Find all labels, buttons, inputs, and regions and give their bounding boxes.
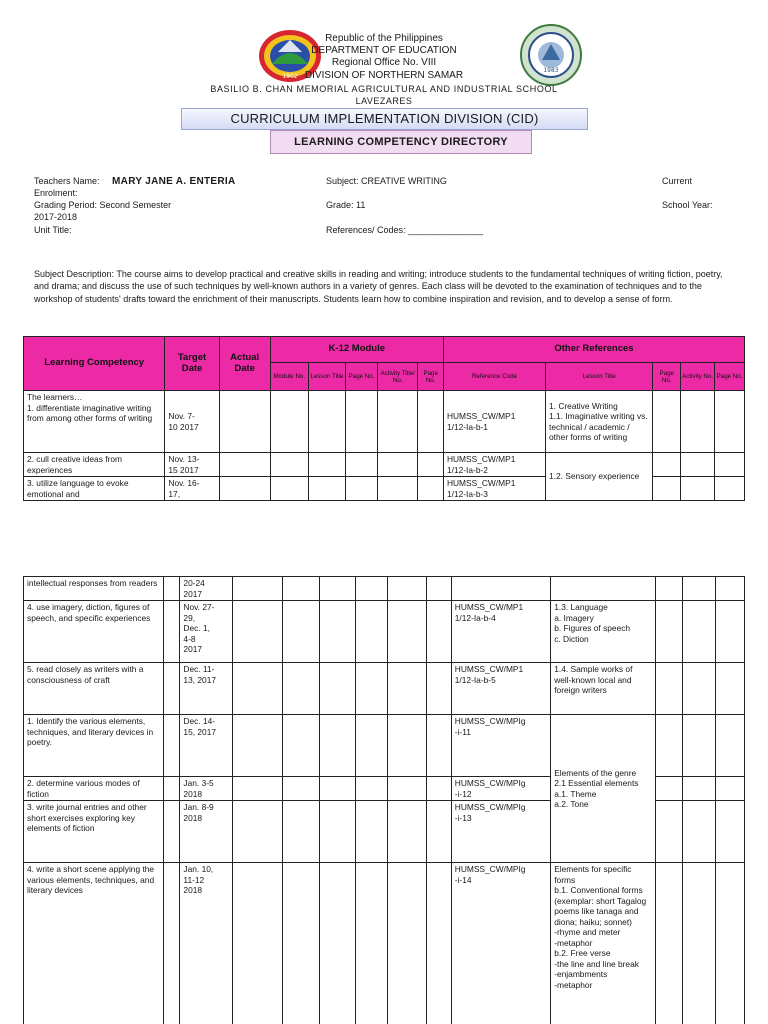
lesson-title-cell: 1.3. Language a. Imagery b. Figures of speech c. Diction: [551, 601, 656, 663]
header-lesson-title-2: Lesson Title: [546, 363, 653, 391]
lesson-title-cell: 1. Creative Writing 1.1. Imaginative writing vs. technical / academic / other forms of writing: [546, 391, 653, 453]
svg-text:1902: 1902: [282, 73, 298, 80]
competency-table-page2: [23, 576, 745, 1024]
directory-title: LEARNING COMPETENCY DIRECTORY: [270, 130, 532, 154]
target-date-cell: Jan. 10, 11-12 2018: [180, 863, 233, 1024]
table-row: [24, 577, 745, 601]
header-target-date: Target Date: [165, 337, 219, 391]
header-division: DIVISION OF NORTHERN SAMAR: [304, 70, 464, 81]
header-lesson-title: Lesson Title: [308, 363, 345, 391]
header-page-no-3: Page No.: [653, 363, 681, 391]
competency-cell: 1. Identify the various elements, techniques, and literary devices in poetry.: [24, 715, 164, 777]
table-row: [24, 601, 745, 663]
reference-code-cell: HUMSS_CW/MP1 1/12-Ia-b-3: [443, 477, 545, 501]
header-page-no-2: Page No.: [418, 363, 444, 391]
header-module-no: Module No.: [270, 363, 308, 391]
header-actual-date: Actual Date: [219, 337, 270, 391]
table-row: [24, 453, 745, 477]
header-school: BASILIO B. CHAN MEMORIAL AGRICULTURAL AND INDUSTRIAL SCHOOL: [210, 84, 558, 94]
header-row-1: [24, 337, 745, 363]
header-activity-no: Activity No.: [681, 363, 715, 391]
reference-code-cell: HUMSS_CW/MPIg -i-14: [451, 863, 550, 1024]
header-republic: Republic of the Philippines: [325, 33, 443, 44]
target-date-cell: Nov. 7- 10 2017: [165, 391, 219, 453]
competency-cell: 3. utilize language to evoke emotional and: [24, 477, 165, 501]
competency-cell: 4. use imagery, diction, figures of speech, and specific experiences: [24, 601, 164, 663]
competency-cell: 2. determine various modes of fiction: [24, 777, 164, 801]
competency-cell: The learners… 1. differentiate imaginative writing from among other forms of writing: [24, 391, 165, 453]
reference-code-cell: HUMSS_CW/MP1 1/12-Ia-b-1: [443, 391, 545, 453]
header-reference-code: Reference Code: [443, 363, 545, 391]
teacher-label: Teachers Name:: [34, 176, 100, 186]
reference-code-cell: HUMSS_CW/MP1 1/12-Ia-b-4: [451, 601, 550, 663]
competency-table-page1: [23, 336, 745, 501]
teacher-line: [34, 176, 235, 187]
references-codes: References/ Codes: _______________: [326, 225, 484, 235]
target-date-cell: Jan. 3-5 2018: [180, 777, 233, 801]
lesson-title-cell: 1.2. Sensory experience: [546, 453, 653, 501]
table-row: [24, 663, 745, 715]
reference-code-cell: HUMSS_CW/MP1 1/12-Ia-b-5: [451, 663, 550, 715]
target-date-cell: Dec. 14- 15, 2017: [180, 715, 233, 777]
lesson-title-cell: 1.4. Sample works of well-known local and foreign writers: [551, 663, 656, 715]
competency-cell: 3. write journal entries and other short exercises exploring key elements of fiction: [24, 801, 164, 863]
header-other-references: Other References: [443, 337, 744, 363]
lesson-title-cell-merged: Elements of the genre 2.1 Essential elements a.1. Theme a.2. Tone: [551, 715, 656, 863]
target-date-cell: Nov. 16- 17,: [165, 477, 219, 501]
target-date-cell: Nov. 27- 29, Dec. 1, 4-8 2017: [180, 601, 233, 663]
header-town: LAVEZARES: [355, 96, 413, 106]
reference-code-cell: [451, 577, 550, 601]
svg-text:1983: 1983: [543, 67, 559, 74]
table-row: [24, 715, 745, 777]
header-k12-module: K-12 Module: [270, 337, 443, 363]
competency-cell: intellectual responses from readers: [24, 577, 164, 601]
lesson-title-cell: Elements for specific forms b.1. Conventional forms (exemplar: short Tagalog poems like tanaga and diona; haiku; sonnet) -rhyme and meter -metaphor b.2. Free verse -the line and line break -enjambments -metaphor: [551, 863, 656, 1024]
division-title: CURRICULUM IMPLEMENTATION DIVISION (CID): [181, 108, 588, 130]
school-year-label: School Year:: [662, 200, 713, 210]
header-competency: Learning Competency: [24, 337, 165, 391]
header-department: DEPARTMENT OF EDUCATION: [311, 45, 457, 56]
reference-code-cell: HUMSS_CW/MPIg -i-13: [451, 801, 550, 863]
subject: Subject: CREATIVE WRITING: [326, 176, 447, 186]
teacher-name: MARY JANE A. ENTERIA: [112, 176, 236, 187]
grade: Grade: 11: [326, 200, 366, 210]
competency-cell: 2. cull creative ideas from experiences: [24, 453, 165, 477]
subject-description: Subject Description: The course aims to develop practical and creative skills in reading and writing; introduce students to the fundamental techniques of writing fiction, poetry, and drama; and discuss the use of such techniques by well-known authors in a variety of genres. Each class will be devoted to the examination of techniques and to the workshop of students' drafts toward the enrichment of their manuscripts. Students learn how to combine inspiration and revision, and to develop a sense of form.: [34, 269, 723, 304]
competency-cell: 5. read closely as writers with a consciousness of craft: [24, 663, 164, 715]
lesson-title-cell: [551, 577, 656, 601]
current-label: Current: [662, 176, 693, 186]
enrolment-label: Enrolment:: [34, 188, 78, 198]
reference-code-cell: HUMSS_CW/MPIg -i-12: [451, 777, 550, 801]
target-date-cell: 20-24 2017: [180, 577, 233, 601]
table-row: [24, 391, 745, 453]
unit-title: Unit Title:: [34, 225, 72, 235]
reference-code-cell: HUMSS_CW/MPIg -i-11: [451, 715, 550, 777]
target-date-cell: Dec. 11- 13, 2017: [180, 663, 233, 715]
header-activity-title: Activity Title/ No.: [378, 363, 418, 391]
header-page-no: Page No.: [346, 363, 378, 391]
header-page-no-4: Page No.: [715, 363, 745, 391]
target-date-cell: Nov. 13- 15 2017: [165, 453, 219, 477]
target-date-cell: Jan. 8-9 2018: [180, 801, 233, 863]
table-row: [24, 863, 745, 1024]
header-region: Regional Office No. VIII: [331, 57, 437, 68]
school-year: 2017-2018: [34, 212, 78, 222]
grading-period: Grading Period: Second Semester: [34, 200, 172, 210]
reference-code-cell: HUMSS_CW/MP1 1/12-Ia-b-2: [443, 453, 545, 477]
competency-cell: 4. write a short scene applying the various elements, techniques, and literary devices: [24, 863, 164, 1024]
